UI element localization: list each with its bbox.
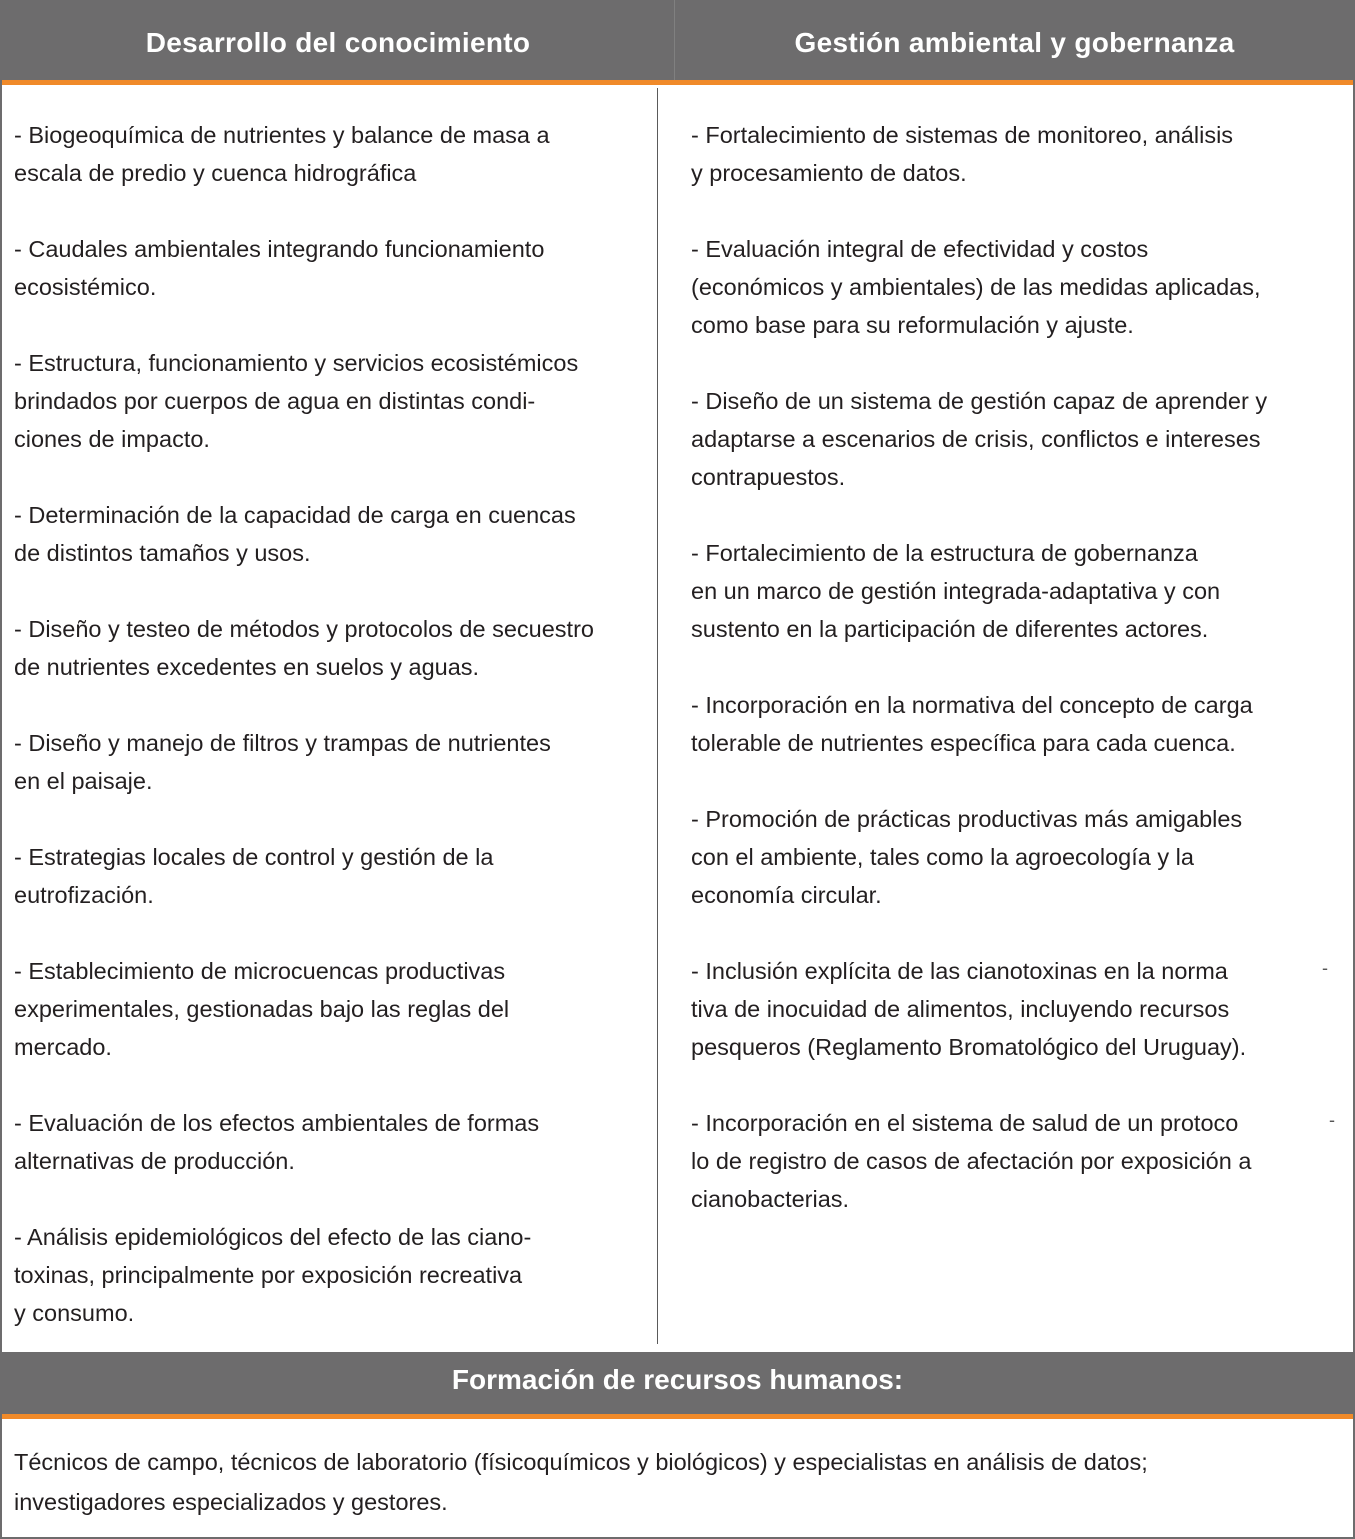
list-item: - Promoción de prácticas productivas más amigables con el ambiente, tales como la agroecología y la economía circular. xyxy=(691,806,1243,908)
column-divider xyxy=(657,88,658,1344)
list-item: - Incorporación en el sistema de salud de un protoco lo de registro de casos de afectación por exposición a cianobacterias. xyxy=(691,1110,1252,1212)
header-environmental-governance: Gestión ambiental y gobernanza xyxy=(794,27,1235,58)
list-item: - Fortalecimiento de sistemas de monitoreo, análisis y procesamiento de datos. xyxy=(691,122,1234,186)
list-item: - Inclusión explícita de las cianotoxinas en la norma tiva de inocuidad de alimentos, incluyendo recursos pesqueros (Reglamento Bromatológico del Uruguay). xyxy=(691,958,1247,1060)
list-item: - Evaluación integral de efectividad y costos (económicos y ambientales) de las medidas aplicadas, como base para su reformulación y ajuste. xyxy=(691,236,1261,338)
human-resources-text: Técnicos de campo, técnicos de laboratorio (físicoquímicos y biológicos) y especialistas en análisis de datos; investigadores especializados y gestores. xyxy=(14,1449,1148,1515)
list-item: - Diseño y manejo de filtros y trampas de nutrientes en el paisaje. xyxy=(14,730,551,794)
header-knowledge-development: Desarrollo del conocimiento xyxy=(145,27,531,58)
list-item: - Diseño y testeo de métodos y protocolos de secuestro de nutrientes excedentes en suelos y aguas. xyxy=(14,616,594,680)
header-divider xyxy=(674,0,675,80)
hyphen-mark: - xyxy=(1322,958,1328,978)
human-resources-header xyxy=(2,1352,1353,1419)
list-item: - Evaluación de los efectos ambientales de formas alternativas de producción. xyxy=(14,1110,540,1174)
environmental-governance-list xyxy=(691,116,1316,1256)
list-item: - Establecimiento de microcuencas productivas experimentales, gestionadas bajo las reglas del mercado. xyxy=(14,958,510,1060)
list-item: - Análisis epidemiológicos del efecto de las ciano- toxinas, principalmente por exposición recreativa y consumo. xyxy=(14,1224,532,1326)
list-item: - Estructura, funcionamiento y servicios ecosistémicos brindados por cuerpos de agua en distintas condi- ciones de impacto. xyxy=(14,350,579,452)
list-item: - Biogeoquímica de nutrientes y balance de masa a escala de predio y cuenca hidrográfica xyxy=(14,122,550,186)
list-item: - Determinación de la capacidad de carga en cuencas de distintos tamaños y usos. xyxy=(14,502,576,566)
human-resources-title: Formación de recursos humanos: xyxy=(451,1364,904,1395)
hyphen-mark: - xyxy=(1329,1110,1335,1130)
table-header-row xyxy=(2,0,1353,85)
list-item: - Caudales ambientales integrando funcionamiento ecosistémico. xyxy=(14,236,545,300)
list-item: - Estrategias locales de control y gestión de la eutrofización. xyxy=(14,844,494,908)
list-item: - Incorporación en la normativa del concepto de carga tolerable de nutrientes específica para cada cuenca. xyxy=(691,692,1253,756)
list-item: - Fortalecimiento de la estructura de gobernanza en un marco de gestión integrada-adaptativa y con sustento en la participación de diferentes actores. xyxy=(691,540,1221,642)
list-item: - Diseño de un sistema de gestión capaz de aprender y adaptarse a escenarios de crisis, conflictos e intereses contrapuestos. xyxy=(691,388,1268,490)
knowledge-development-list xyxy=(14,116,644,1370)
